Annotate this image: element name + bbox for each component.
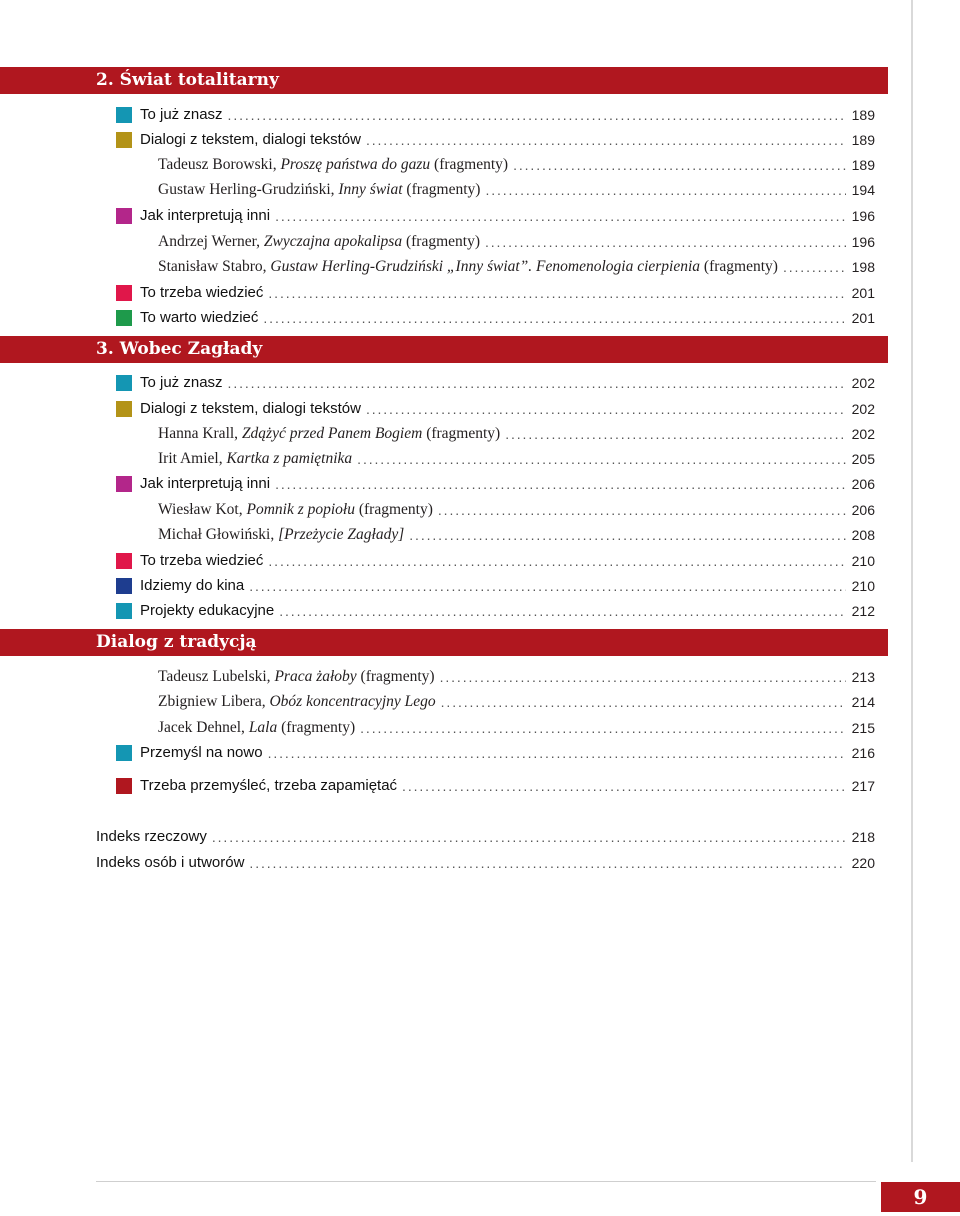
entry-label: Jak interpretują inni <box>140 475 271 492</box>
toc-entry[interactable] <box>116 740 875 765</box>
entry-author: Jacek Dehnel, <box>158 718 245 736</box>
entry-suffix: (fragmenty) <box>434 155 509 173</box>
entry-text <box>158 233 480 251</box>
toc-entry[interactable] <box>158 446 875 471</box>
to-trzeba-wiedziec-marker-icon <box>116 285 132 301</box>
section-header <box>0 67 888 94</box>
entry-author: Tadeusz Borowski, <box>158 155 277 173</box>
entry-page: 215 <box>851 719 875 736</box>
trzeba-przemyslec-marker-icon <box>116 778 132 794</box>
toc-entry[interactable] <box>96 850 875 875</box>
entry-page: 206 <box>851 501 875 518</box>
toc-entry[interactable] <box>116 773 875 798</box>
projekty-marker-icon <box>116 603 132 619</box>
entry-label: To już znasz <box>140 106 223 123</box>
dot-leader <box>228 107 846 123</box>
margin-rule-vertical <box>911 0 913 1162</box>
entry-text <box>158 258 778 276</box>
to-juz-znasz-marker-icon <box>116 107 132 123</box>
entry-suffix: (fragmenty) <box>281 718 356 736</box>
to-juz-znasz-marker-icon <box>116 375 132 391</box>
entry-page: 210 <box>851 577 875 594</box>
entry-page: 212 <box>851 602 875 619</box>
dot-leader <box>366 401 846 417</box>
toc-entry[interactable] <box>116 548 875 573</box>
entry-text <box>158 719 355 737</box>
entry-suffix: (fragmenty) <box>703 257 778 275</box>
entry-page: 201 <box>851 309 875 326</box>
entry-work: Kartka z pamiętnika <box>226 449 353 467</box>
jak-interpretuja-marker-icon <box>116 476 132 492</box>
toc-entry[interactable] <box>96 824 875 849</box>
entry-author: Tadeusz Lubelski, <box>158 667 271 685</box>
dot-leader <box>438 502 846 518</box>
entry-work: [Przeżycie Zagłady] <box>278 525 405 543</box>
page-number: 9 <box>881 1182 960 1212</box>
entry-work: Pomnik z popiołu <box>246 500 355 518</box>
entry-label: Przemyśl na nowo <box>140 744 263 761</box>
entry-label: To trzeba wiedzieć <box>140 552 264 569</box>
to-trzeba-wiedziec-marker-icon <box>116 553 132 569</box>
entry-page: 202 <box>851 374 875 391</box>
dot-leader <box>513 157 846 173</box>
toc-entry[interactable] <box>158 664 875 689</box>
entry-page: 189 <box>851 131 875 148</box>
entry-label: Indeks osób i utworów <box>96 854 245 871</box>
entry-text <box>158 450 352 468</box>
idziemy-do-kina-marker-icon <box>116 578 132 594</box>
toc-entry[interactable] <box>116 102 875 127</box>
entry-page: 220 <box>851 854 875 871</box>
dialogi-marker-icon <box>116 132 132 148</box>
toc-entry[interactable] <box>158 421 875 446</box>
entry-label: To warto wiedzieć <box>140 309 259 326</box>
toc-entry[interactable] <box>116 598 875 623</box>
entry-page: 208 <box>851 526 875 543</box>
toc-entry[interactable] <box>116 203 875 228</box>
dot-leader <box>360 720 845 736</box>
toc-entry[interactable] <box>158 152 875 177</box>
toc-entry[interactable] <box>158 229 875 254</box>
to-warto-wiedziec-marker-icon <box>116 310 132 326</box>
entry-work: Zdążyć przed Panem Bogiem <box>241 424 423 442</box>
entry-page: 202 <box>851 425 875 442</box>
toc-entry[interactable] <box>116 305 875 330</box>
entry-text <box>158 425 500 443</box>
entry-page: 189 <box>851 156 875 173</box>
entry-text <box>158 501 433 519</box>
toc-entry[interactable] <box>158 715 875 740</box>
dot-leader <box>249 578 845 594</box>
entry-label: Indeks rzeczowy <box>96 828 207 845</box>
entry-page: 218 <box>851 828 875 845</box>
entry-suffix: (fragmenty) <box>426 424 501 442</box>
dot-leader <box>275 208 846 224</box>
przemysl-marker-icon <box>116 745 132 761</box>
dot-leader <box>441 694 846 710</box>
entry-page: 196 <box>851 233 875 250</box>
entry-page: 213 <box>851 668 875 685</box>
entry-text <box>158 156 508 174</box>
entry-author: Stanisław Stabro, <box>158 257 267 275</box>
dot-leader <box>485 182 845 198</box>
section-header <box>0 336 888 363</box>
entry-work: Lala <box>248 718 278 736</box>
entry-author: Gustaw Herling-Grudziński, <box>158 180 335 198</box>
section-title: 3. Wobec Zagłady <box>96 339 263 359</box>
entry-page: 189 <box>851 106 875 123</box>
toc-entry[interactable] <box>116 396 875 421</box>
toc-entry[interactable] <box>158 177 875 202</box>
dot-leader <box>485 234 846 250</box>
entry-label: Dialogi z tekstem, dialogi tekstów <box>140 400 361 417</box>
dot-leader <box>275 476 846 492</box>
section-title: 2. Świat totalitarny <box>96 70 279 90</box>
entry-author: Hanna Krall, <box>158 424 239 442</box>
toc-entry[interactable] <box>116 280 875 305</box>
entry-author: Zbigniew Libera, <box>158 692 266 710</box>
dot-leader <box>357 451 845 467</box>
entry-page: 194 <box>851 181 875 198</box>
entry-work: Inny świat <box>338 180 403 198</box>
entry-work: Obóz koncentracyjny Lego <box>269 692 436 710</box>
section-header <box>0 629 888 656</box>
toc-entry[interactable] <box>116 573 875 598</box>
entry-page: 210 <box>851 552 875 569</box>
entry-author: Irit Amiel, <box>158 449 223 467</box>
entry-label: To już znasz <box>140 374 223 391</box>
entry-author: Andrzej Werner, <box>158 232 260 250</box>
entry-label: Jak interpretują inni <box>140 207 271 224</box>
dot-leader <box>263 310 845 326</box>
entry-page: 206 <box>851 475 875 492</box>
entry-page: 216 <box>851 744 875 761</box>
dot-leader <box>783 259 846 275</box>
entry-text <box>158 526 404 544</box>
entry-suffix: (fragmenty) <box>360 667 435 685</box>
entry-label: Trzeba przemyśleć, trzeba zapamiętać <box>140 777 398 794</box>
toc-entry[interactable] <box>116 471 875 496</box>
entry-page: 205 <box>851 450 875 467</box>
toc-entry[interactable] <box>158 522 875 547</box>
section-title: Dialog z tradycją <box>96 632 257 652</box>
entry-author: Wiesław Kot, <box>158 500 243 518</box>
margin-rule-horizontal <box>96 1181 876 1182</box>
entry-label: Idziemy do kina <box>140 577 245 594</box>
dot-leader <box>268 285 845 301</box>
toc-entry[interactable] <box>158 254 875 279</box>
entry-text <box>158 181 480 199</box>
entry-page: 214 <box>851 693 875 710</box>
toc-entry[interactable] <box>158 497 875 522</box>
toc-entry[interactable] <box>116 370 875 395</box>
entry-work: Gustaw Herling-Grudziński „Inny świat”. Fenomenologia cierpienia <box>270 257 701 275</box>
entry-page: 202 <box>851 400 875 417</box>
entry-text <box>158 668 435 686</box>
dot-leader <box>268 745 846 761</box>
entry-page: 196 <box>851 207 875 224</box>
entry-page: 201 <box>851 284 875 301</box>
entry-author: Michał Głowiński, <box>158 525 275 543</box>
entry-work: Proszę państwa do gazu <box>280 155 431 173</box>
dot-leader <box>249 855 845 871</box>
dialogi-marker-icon <box>116 401 132 417</box>
dot-leader <box>212 829 846 845</box>
dot-leader <box>440 669 846 685</box>
toc-entry[interactable] <box>158 689 875 714</box>
entry-page: 217 <box>851 777 875 794</box>
dot-leader <box>268 553 845 569</box>
dot-leader <box>402 778 846 794</box>
entry-suffix: (fragmenty) <box>405 232 480 250</box>
entry-page: 198 <box>851 258 875 275</box>
entry-label: Projekty edukacyjne <box>140 602 275 619</box>
jak-interpretuja-marker-icon <box>116 208 132 224</box>
toc-entry[interactable] <box>116 127 875 152</box>
dot-leader <box>505 426 845 442</box>
entry-work: Praca żałoby <box>274 667 357 685</box>
entry-suffix: (fragmenty) <box>406 180 481 198</box>
entry-label: Dialogi z tekstem, dialogi tekstów <box>140 131 361 148</box>
dot-leader <box>228 375 846 391</box>
dot-leader <box>409 527 845 543</box>
dot-leader <box>366 132 846 148</box>
entry-work: Zwyczajna apokalipsa <box>263 232 403 250</box>
dot-leader <box>279 603 845 619</box>
entry-suffix: (fragmenty) <box>358 500 433 518</box>
entry-label: To trzeba wiedzieć <box>140 284 264 301</box>
entry-text <box>158 693 436 711</box>
